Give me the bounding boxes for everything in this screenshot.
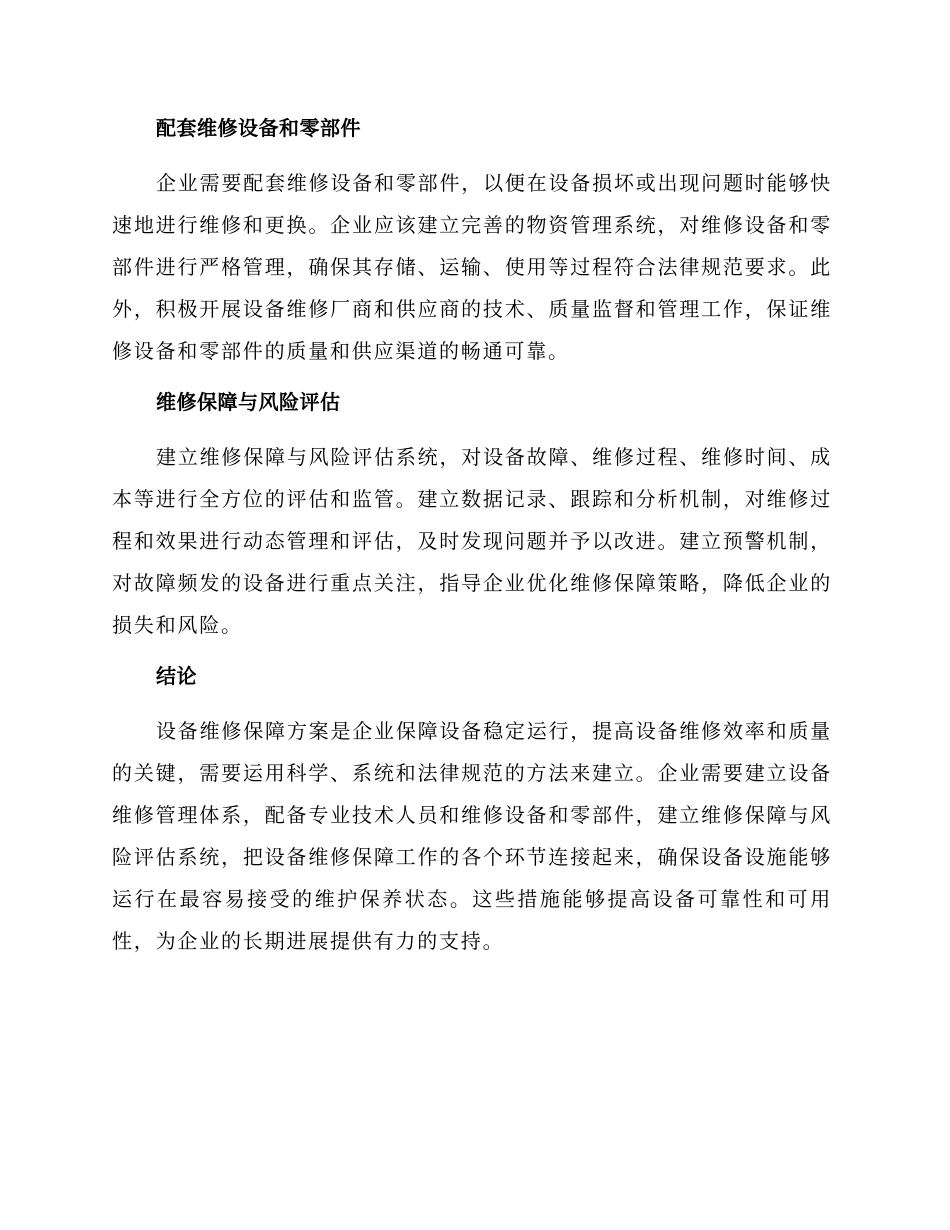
section-paragraph-spare-parts: 企业需要配套维修设备和零部件，以便在设备损坏或出现问题时能够快速地进行维修和更换。企业应该建立完善的物资管理系统，对维修设备和零部件进行严格管理，确保其存储、运输、使用等过程符合法律规范要求。此外，积极开展设备维修厂商和供应商的技术、质量监督和管理工作，保证维修设备和零部件的质量和供应渠道的畅通可靠。 [112,171,832,363]
section-heading-risk-assessment: 维修保障与风险评估 [156,390,341,414]
section-heading-spare-parts: 配套维修设备和零部件 [156,116,361,140]
document-body [112,108,832,962]
section-paragraph-conclusion: 设备维修保障方案是企业保障设备稳定运行，提高设备维修效率和质量的关键，需要运用科学、系统和法律规范的方法来建立。企业需要建立设备维修管理体系，配备专业技术人员和维修设备和零部件，建立维修保障与风险评估系统，把设备维修保障工作的各个环节连接起来，确保设备设施能够运行在最容易接受的维护保养状态。这些措施能够提高设备可靠性和可用性，为企业的长期进展提供有力的支持。 [112,719,832,953]
spacer [112,696,832,710]
section-heading-conclusion: 结论 [156,664,197,688]
spacer [112,372,832,382]
spacer [112,422,832,436]
spacer [112,148,832,162]
spacer [112,646,832,656]
section-paragraph-risk-assessment: 建立维修保障与风险评估系统，对设备故障、维修过程、维修时间、成本等进行全方位的评估和监管。建立数据记录、跟踪和分析机制，对维修过程和效果进行动态管理和评估，及时发现问题并予以改进。建立预警机制，对故障频发的设备进行重点关注，指导企业优化维修保障策略，降低企业的损失和风险。 [112,445,832,637]
